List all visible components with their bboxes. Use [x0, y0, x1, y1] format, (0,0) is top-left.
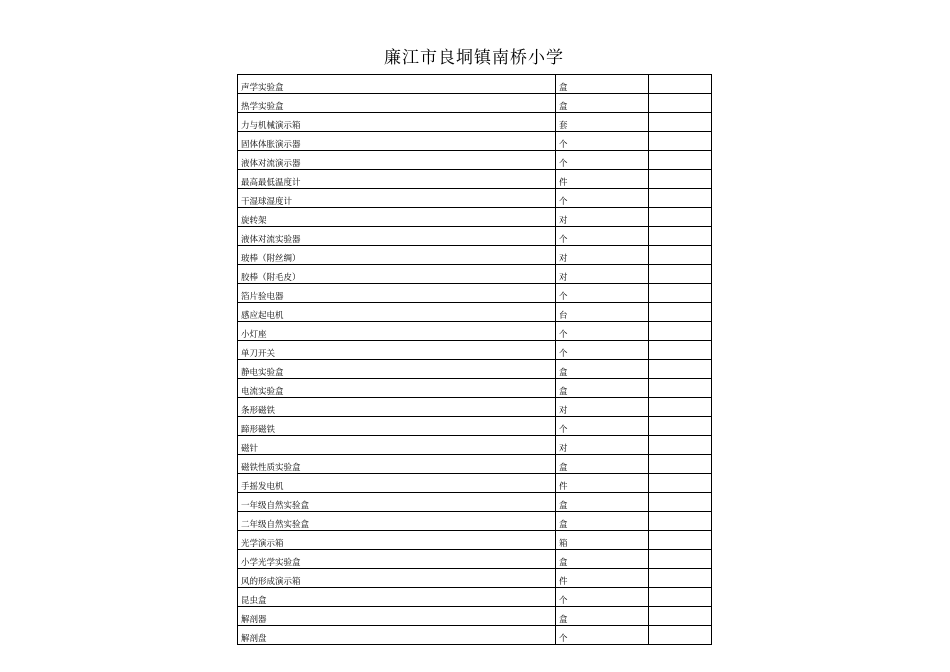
item-unit-cell: 盒 [556, 75, 649, 94]
item-extra-cell [649, 151, 712, 170]
item-name-cell: 解剖器 [238, 607, 556, 626]
item-name-cell: 液体对流实验器 [238, 227, 556, 246]
item-unit-cell: 对 [556, 398, 649, 417]
item-name-cell: 玻棒（附丝绸） [238, 246, 556, 265]
item-unit-cell: 件 [556, 569, 649, 588]
equipment-table [237, 74, 712, 645]
table-row [238, 170, 712, 189]
table-row [238, 474, 712, 493]
document-title: 廉江市良垌镇南桥小学 [384, 48, 564, 68]
item-extra-cell [649, 341, 712, 360]
item-unit-cell: 对 [556, 246, 649, 265]
item-name-cell: 昆虫盒 [238, 588, 556, 607]
item-name-cell: 二年级自然实验盒 [238, 512, 556, 531]
item-extra-cell [649, 265, 712, 284]
item-extra-cell [649, 512, 712, 531]
item-extra-cell [649, 170, 712, 189]
item-unit-cell: 盒 [556, 607, 649, 626]
table-row [238, 550, 712, 569]
item-unit-cell: 盒 [556, 360, 649, 379]
item-unit-cell: 盒 [556, 512, 649, 531]
item-extra-cell [649, 284, 712, 303]
item-unit-cell: 套 [556, 113, 649, 132]
table-row [238, 132, 712, 151]
item-unit-cell: 个 [556, 189, 649, 208]
item-extra-cell [649, 607, 712, 626]
item-name-cell: 一年级自然实验盒 [238, 493, 556, 512]
item-unit-cell: 个 [556, 341, 649, 360]
item-name-cell: 手摇发电机 [238, 474, 556, 493]
table-row [238, 303, 712, 322]
item-unit-cell: 对 [556, 208, 649, 227]
item-unit-cell: 盒 [556, 550, 649, 569]
item-name-cell: 力与机械演示箱 [238, 113, 556, 132]
item-extra-cell [649, 132, 712, 151]
item-name-cell: 小学光学实验盒 [238, 550, 556, 569]
item-extra-cell [649, 398, 712, 417]
item-extra-cell [649, 208, 712, 227]
table-row [238, 189, 712, 208]
item-name-cell: 固体体胀演示器 [238, 132, 556, 151]
item-extra-cell [649, 379, 712, 398]
table-row [238, 531, 712, 550]
table-row [238, 246, 712, 265]
item-name-cell: 液体对流演示器 [238, 151, 556, 170]
table-row [238, 493, 712, 512]
item-name-cell: 小灯座 [238, 322, 556, 341]
item-extra-cell [649, 322, 712, 341]
item-name-cell: 旋转架 [238, 208, 556, 227]
item-unit-cell: 盒 [556, 455, 649, 474]
table-row [238, 607, 712, 626]
table-row [238, 455, 712, 474]
item-unit-cell: 个 [556, 626, 649, 645]
item-unit-cell: 个 [556, 151, 649, 170]
table-row [238, 512, 712, 531]
item-name-cell: 干湿球湿度计 [238, 189, 556, 208]
item-unit-cell: 箱 [556, 531, 649, 550]
item-name-cell: 条形磁铁 [238, 398, 556, 417]
item-extra-cell [649, 417, 712, 436]
item-extra-cell [649, 588, 712, 607]
item-name-cell: 最高最低温度计 [238, 170, 556, 189]
item-unit-cell: 个 [556, 322, 649, 341]
item-extra-cell [649, 474, 712, 493]
table-row [238, 398, 712, 417]
item-extra-cell [649, 436, 712, 455]
table-row [238, 379, 712, 398]
item-extra-cell [649, 550, 712, 569]
item-unit-cell: 盒 [556, 379, 649, 398]
table-row [238, 265, 712, 284]
table-row [238, 208, 712, 227]
table-row [238, 417, 712, 436]
item-extra-cell [649, 227, 712, 246]
item-unit-cell: 个 [556, 284, 649, 303]
item-extra-cell [649, 189, 712, 208]
item-extra-cell [649, 113, 712, 132]
table-row [238, 436, 712, 455]
item-extra-cell [649, 360, 712, 379]
item-unit-cell: 盒 [556, 493, 649, 512]
item-name-cell: 蹄形磁铁 [238, 417, 556, 436]
table-row [238, 113, 712, 132]
table-row [238, 151, 712, 170]
item-unit-cell: 盒 [556, 94, 649, 113]
item-name-cell: 声学实验盒 [238, 75, 556, 94]
item-unit-cell: 件 [556, 170, 649, 189]
table-row [238, 341, 712, 360]
table-row [238, 94, 712, 113]
item-name-cell: 解剖盘 [238, 626, 556, 645]
table-row [238, 569, 712, 588]
item-name-cell: 电流实验盒 [238, 379, 556, 398]
table-row [238, 626, 712, 645]
item-name-cell: 磁铁性质实验盒 [238, 455, 556, 474]
item-extra-cell [649, 493, 712, 512]
item-name-cell: 静电实验盒 [238, 360, 556, 379]
item-unit-cell: 个 [556, 417, 649, 436]
item-name-cell: 光学演示箱 [238, 531, 556, 550]
item-unit-cell: 件 [556, 474, 649, 493]
item-extra-cell [649, 246, 712, 265]
item-extra-cell [649, 569, 712, 588]
item-unit-cell: 对 [556, 265, 649, 284]
item-extra-cell [649, 303, 712, 322]
item-unit-cell: 个 [556, 227, 649, 246]
item-extra-cell [649, 531, 712, 550]
item-name-cell: 磁针 [238, 436, 556, 455]
item-unit-cell: 个 [556, 132, 649, 151]
item-extra-cell [649, 75, 712, 94]
item-extra-cell [649, 94, 712, 113]
item-name-cell: 箔片验电器 [238, 284, 556, 303]
equipment-table-body [238, 75, 712, 645]
item-extra-cell [649, 626, 712, 645]
table-row [238, 227, 712, 246]
table-row [238, 75, 712, 94]
item-name-cell: 胶棒（附毛皮） [238, 265, 556, 284]
item-name-cell: 感应起电机 [238, 303, 556, 322]
item-unit-cell: 台 [556, 303, 649, 322]
table-row [238, 588, 712, 607]
item-name-cell: 单刀开关 [238, 341, 556, 360]
table-row [238, 284, 712, 303]
item-name-cell: 热学实验盒 [238, 94, 556, 113]
item-unit-cell: 个 [556, 588, 649, 607]
item-unit-cell: 对 [556, 436, 649, 455]
item-extra-cell [649, 455, 712, 474]
item-name-cell: 风的形成演示箱 [238, 569, 556, 588]
table-row [238, 360, 712, 379]
table-row [238, 322, 712, 341]
